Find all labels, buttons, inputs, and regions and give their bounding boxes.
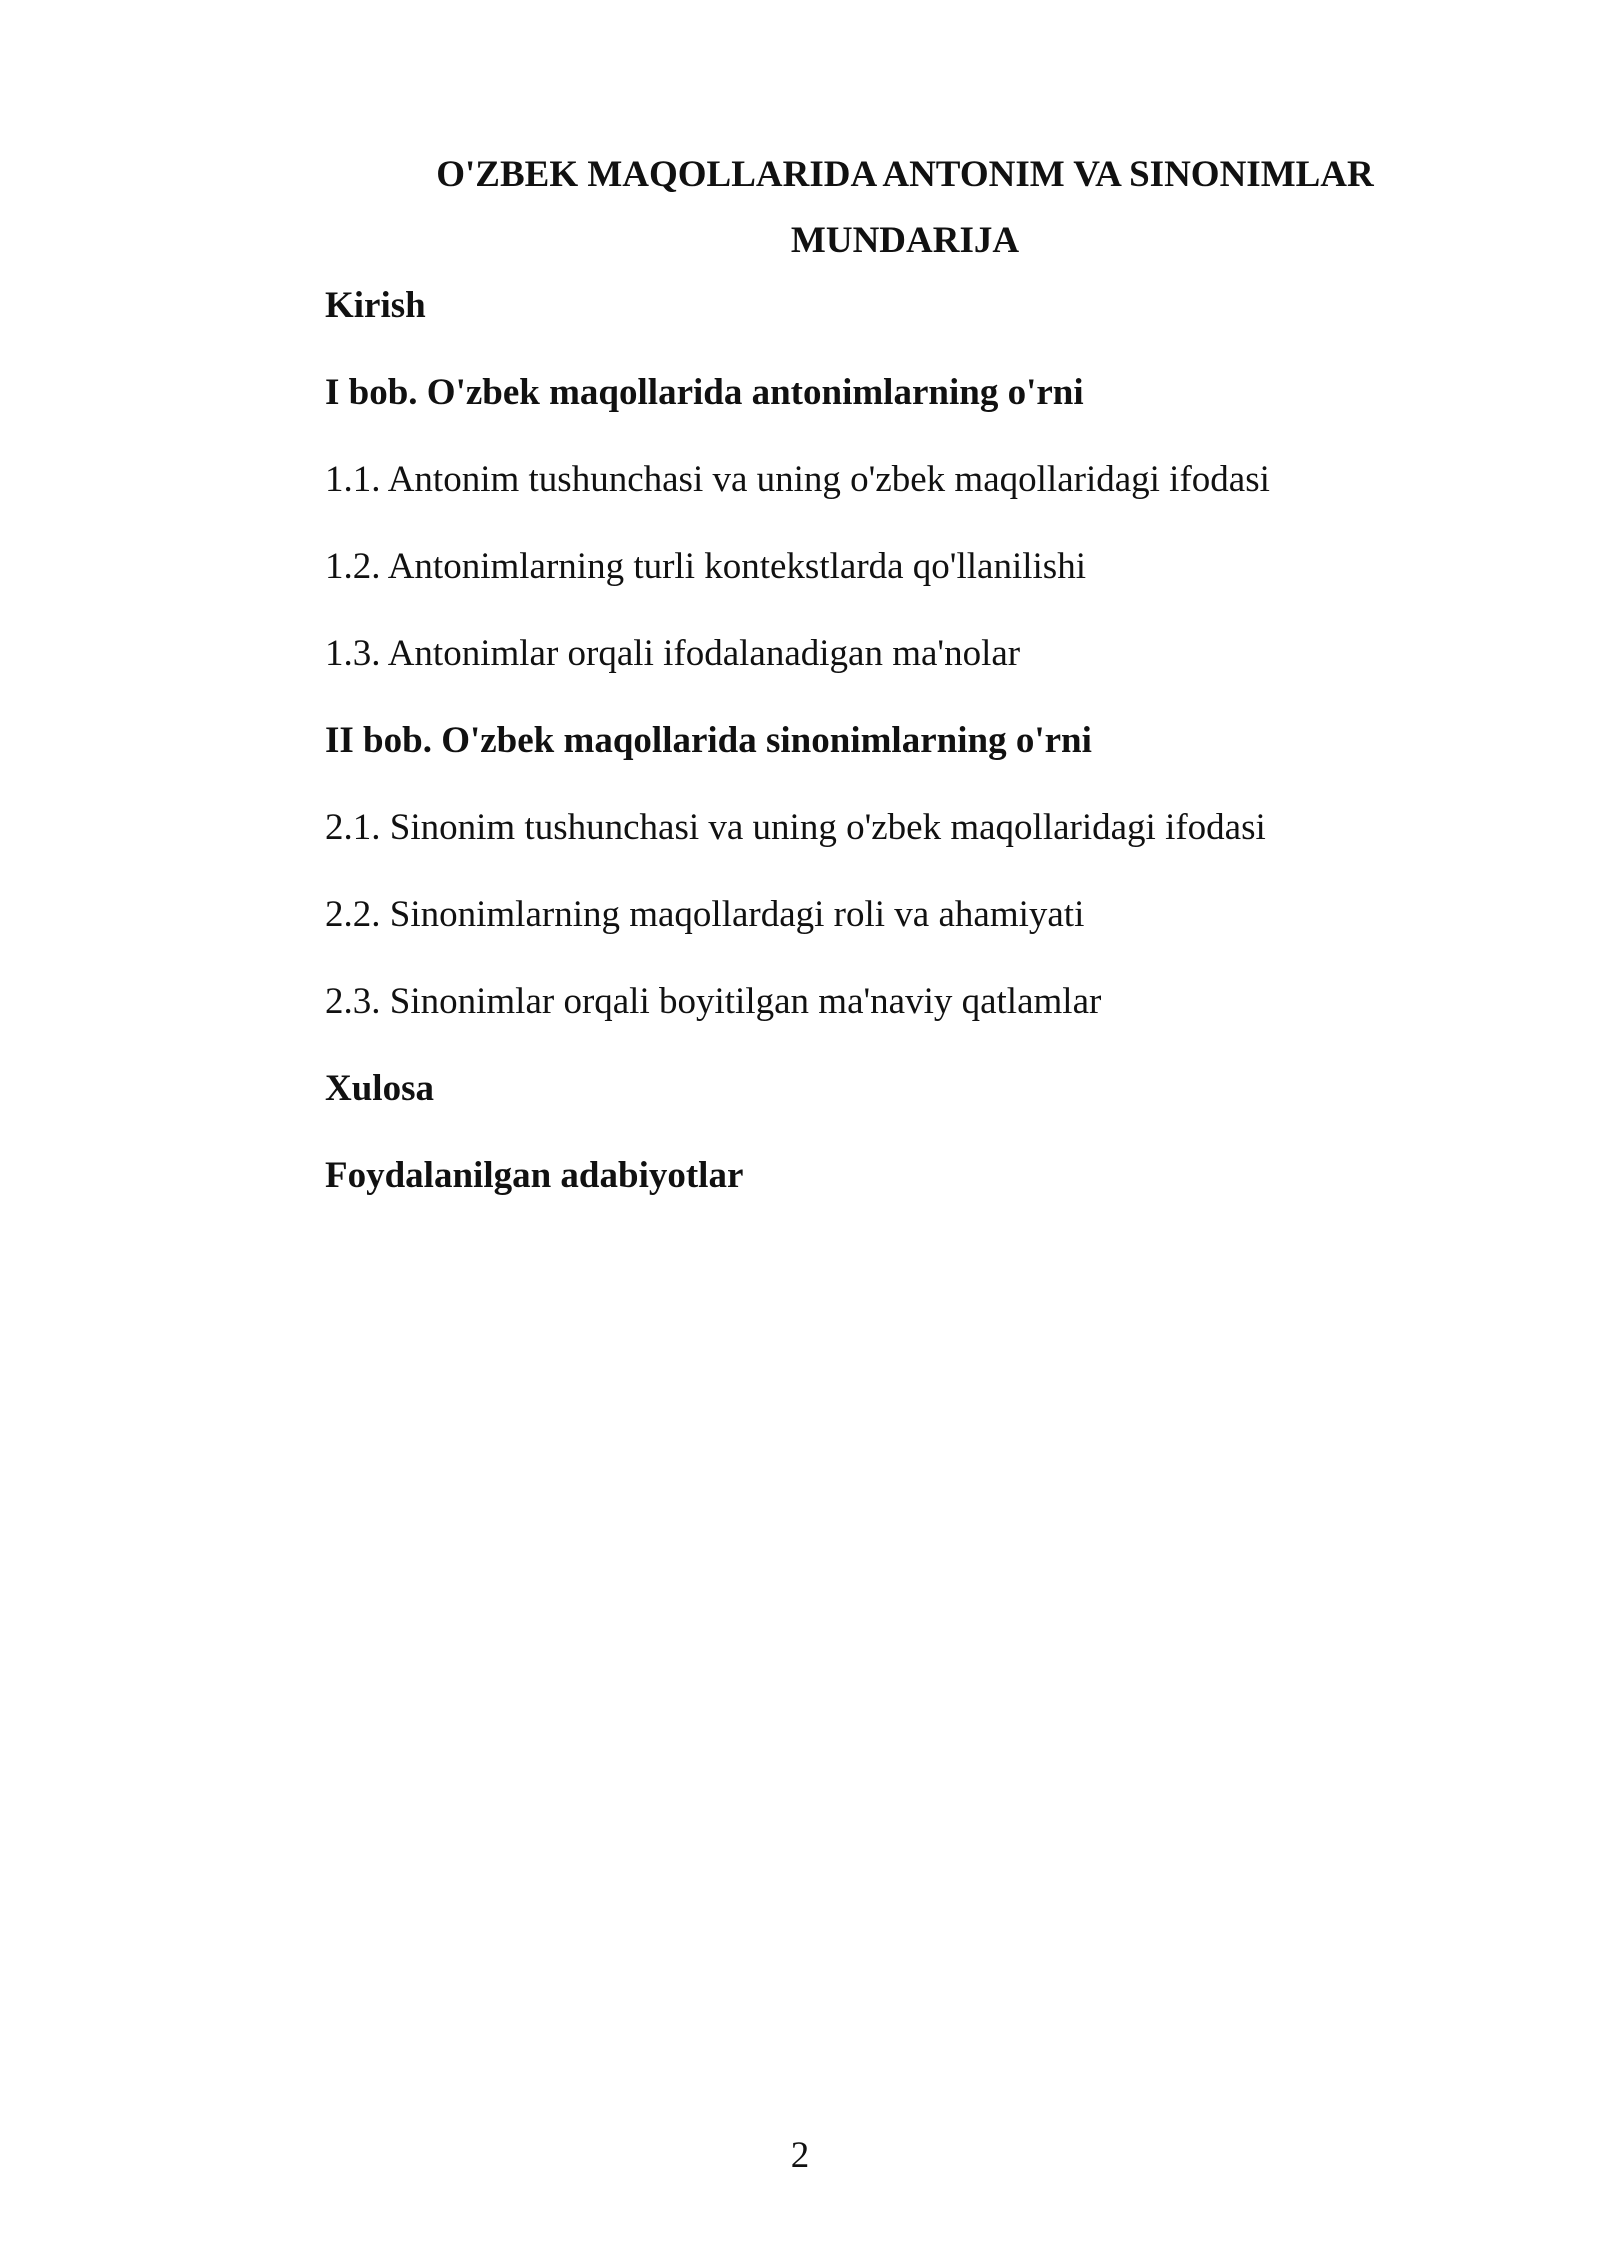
toc-entry-chapter-2: II bob. O'zbek maqollarida sinonimlarning o'rni — [325, 720, 1092, 761]
toc-entry-xulosa: Xulosa — [325, 1068, 434, 1109]
toc-entry-1-2: 1.2. Antonimlarning turli kontekstlarda qo'llanilishi — [325, 546, 1086, 587]
toc-entry-2-2: 2.2. Sinonimlarning maqollardagi roli va ahamiyati — [325, 894, 1085, 935]
toc-entry-2-3: 2.3. Sinonimlar orqali boyitilgan ma'naviy qatlamlar — [325, 981, 1102, 1022]
table-of-contents — [325, 284, 1485, 1241]
toc-heading: MUNDARIJA — [790, 220, 1020, 261]
toc-entry-1-3: 1.3. Antonimlar orqali ifodalanadigan ma'nolar — [325, 633, 1021, 674]
document-title: O'ZBEK MAQOLLARIDA ANTONIM VA SINONIMLAR — [436, 154, 1374, 195]
toc-entry-chapter-1: I bob. O'zbek maqollarida antonimlarning o'rni — [325, 372, 1084, 413]
toc-entry-1-1: 1.1. Antonim tushunchasi va uning o'zbek maqollaridagi ifodasi — [325, 459, 1270, 500]
toc-entry-2-1: 2.1. Sinonim tushunchasi va uning o'zbek maqollaridagi ifodasi — [325, 807, 1266, 848]
page-number: 2 — [790, 2135, 810, 2176]
toc-entry-references: Foydalanilgan adabiyotlar — [325, 1155, 744, 1196]
toc-entry-kirish: Kirish — [325, 285, 426, 326]
